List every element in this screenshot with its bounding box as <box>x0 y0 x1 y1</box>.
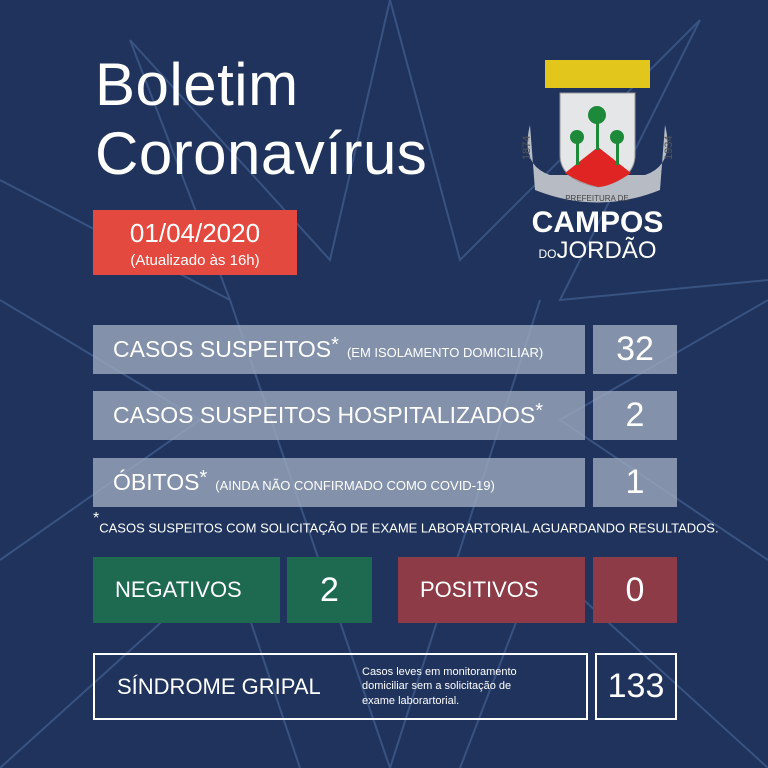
row-hospitalizados <box>93 391 585 440</box>
value-suspeitos: 32 <box>593 325 677 374</box>
value-obitos: 1 <box>593 458 677 507</box>
sindrome-value: 133 <box>595 653 677 720</box>
footnote <box>93 510 719 536</box>
row-label: CASOS SUSPEITOS HOSPITALIZADOS <box>113 402 536 428</box>
value-hospitalizados: 2 <box>593 391 677 440</box>
asterisk: * <box>93 510 100 527</box>
title-line-1: Boletim <box>95 51 299 118</box>
title-line-2: Coronavírus <box>95 120 428 187</box>
updated-time: (Atualizado às 16h) <box>130 252 260 269</box>
row-note: (AINDA NÃO CONFIRMADO COMO COVID-19) <box>215 478 495 493</box>
sindrome-note: Casos leves em monitoramento domiciliar sem a solicitação de exame laborartorial. <box>362 666 517 707</box>
asterisk: * <box>535 400 543 422</box>
asterisk: * <box>331 334 339 356</box>
logo-city-2: JORDÃO <box>556 237 657 264</box>
city-logo <box>510 55 685 270</box>
row-obitos <box>93 458 585 507</box>
asterisk: * <box>199 467 208 489</box>
row-suspeitos <box>93 325 585 374</box>
logo-year-right: 1934 <box>663 135 675 160</box>
date-badge <box>93 210 297 275</box>
positivos-label: POSITIVOS <box>398 557 585 623</box>
footnote-text: CASOS SUSPEITOS COM SOLICITAÇÃO DE EXAME LABORARTORIAL AGUARDANDO RESULTADOS. <box>99 520 719 536</box>
logo-city-1: CAMPOS <box>531 206 664 239</box>
negativos-value: 2 <box>287 557 372 623</box>
logo-year-left: 1874 <box>521 135 533 160</box>
logo-do: DO <box>538 247 557 261</box>
logo-prefeitura: PREFEITURA DE <box>565 194 629 203</box>
row-note: (EM ISOLAMENTO DOMICILIAR) <box>346 345 544 360</box>
positivos-value: 0 <box>593 557 677 623</box>
coat-of-arms-icon <box>510 55 685 205</box>
date-value: 01/04/2020 <box>129 218 261 248</box>
sindrome-label: SÍNDROME GRIPAL <box>117 673 321 699</box>
negativos-label: NEGATIVOS <box>93 557 280 623</box>
sindrome-gripal-box <box>93 653 588 720</box>
row-label: ÓBITOS <box>113 469 200 495</box>
row-label: CASOS SUSPEITOS <box>113 336 332 362</box>
